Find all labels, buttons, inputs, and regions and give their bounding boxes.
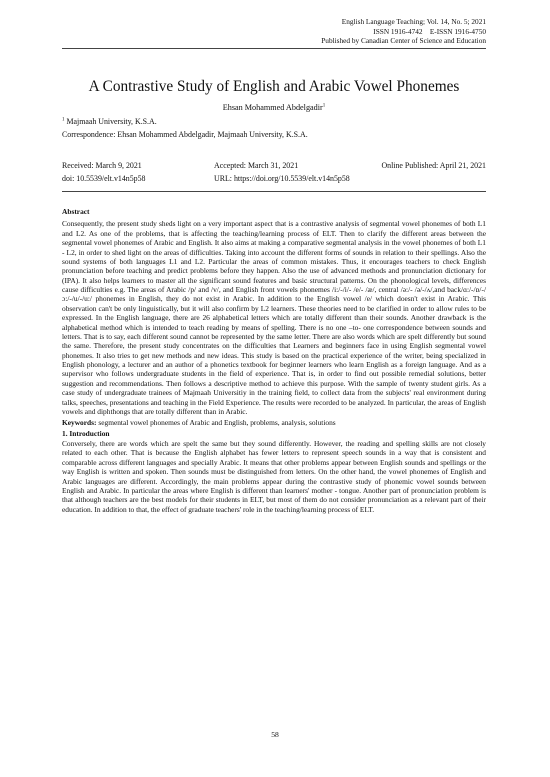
abstract-text: Consequently, the present study sheds light on a very important aspect that is a contrastive analysis of segmental vowel phonemes of both L1 and L2. As one of the problems, that is affecting the teaching/learning process of ELT. Then to clarify the different areas between the segmental vowel phonemes of Arabic and English. It also aims at making a comparative segmental analysis in the vowel phonemes of both L1 - L2, in order to shed light on the areas of difficulties. Taking into account the different forms of sounds in relation to their spellings. Also the sound systems of both languages L1 and L2. Particular the areas of common mistakes. Thus, it encourages teachers to check English pronunciation before teaching and predict problems before they happen. Also the use of advanced methods and pronunciation dictionary for (IPA). It also helps learners to master all the significant sound features and basic structural patterns. On the phonological levels, differences cause difficulties e.g. The areas of Arabic /p/ and /v/, and English front vowels phonemes /i:/-/i/- /e/- /æ/, central /ə:/- /ə/-/ʌ/,and back/ɑ:/-/ɒ/-/ ɔ:/-/u/-/u:/ phonemes in English, they do not exist in Arabic. In addition to the English vowel /e/ which doesn't exist in Arabic. This observation can't be only linguistically, but it will also confirm by L2 learners. These theories need to be clarified in order to allow rules to be expressed. In the English language, there are 26 alphabetical letters which are totally different than their sounds. Another drawback is the alphabetical method which is intended to teach reading by means of spelling. There is no one –to- one correspondence between sounds and letters. That is to say, each different sound cannot be represented by the same letter. There are also words which are spelt differently but sound the same. Therefore, the present study concentrates on the difficulties that Learners and beginners face in using English segmental vowel phonemes. It also tries to get new methods and new ideas. This study is based on the practical experience of the writer, being specialized in English phonology, a lecturer and an author of a phonetics textbook for beginner learners who learn English as a foreign language. And as a supervisor who follows undergraduate students in the field of experience. That is, in order to find out possible remedial solutions, better suggestion and recommendations. Then follows a descriptive method to achieve this purpose. With the sample of twenty student girls. As a case study of undergraduate trainees of Majmaah Universitiy in the training field, to collect data from the subjects' real environment during talks, speeches, presentations and teaching in the Field Experience. The results were recorded to be analyzed. In particular, the areas of English vowels and diphthongs that are totally different than in Arabic. (62, 219, 486, 416)
author-mark: 1 (322, 103, 326, 109)
running-head (321, 17, 486, 46)
published-date: Online Published: April 21, 2021 (381, 161, 486, 170)
introduction-heading: 1. Introduction (62, 428, 110, 438)
journal-issn: ISSN 1916-4742 E-ISSN 1916-4750 (373, 26, 486, 36)
header-divider (62, 48, 486, 49)
doi: doi: 10.5539/elt.v14n5p58 (62, 173, 146, 183)
dates-divider (62, 191, 486, 192)
introduction-text: Conversely, there are words which are spelt the same but they sound differently. However, the reading and spelling skills are not closely related to each other. That is because the English alphabet has fewer letters to represent speech sounds in a way that is consistent and comparable across different languages and specially Arabic. It means that other problems appear between English sounds and spellings or the way English is written and spoken. Then sounds must be distinguished from letters. On the other hand, the vowel phonemes of English and Arabic languages are different. Accordingly, the main problems appear during the contrastive study of phonemic vowel sounds between English and Arabic. In particular the areas where English is different than learners' mother - tongue. Another part of pronunciation problem is that although teachers are the best models for their students in ELT, but most of them do not consider pronunciation as a relevant part of their education. In addition to that, the effect of graduate teachers' role in the teaching/learning process of ELT. (62, 439, 486, 514)
article-body (62, 207, 486, 516)
publication-dates (62, 160, 486, 185)
journal-publisher: Published by Canadian Center of Science and Education (321, 36, 486, 46)
abstract-heading: Abstract (62, 207, 90, 216)
journal-volume: English Language Teaching; Vol. 14, No. 5; 2021 (341, 17, 486, 26)
affiliation-text: Majmaah University, K.S.A. (66, 117, 157, 126)
accepted-date: Accepted: March 31, 2021 (214, 161, 299, 170)
author-line (62, 103, 486, 112)
keywords (62, 418, 486, 427)
affiliation (62, 117, 157, 126)
keywords-label: Keywords: (62, 418, 97, 428)
received-date: Received: March 9, 2021 (62, 161, 142, 170)
affiliation-mark: 1 (62, 117, 65, 123)
page-number: 58 (271, 730, 279, 739)
article-title: A Contrastive Study of English and Arabic Vowel Phonemes (88, 78, 460, 95)
article-url[interactable]: URL: https://doi.org/10.5539/elt.v14n5p58 (214, 173, 350, 183)
correspondence: Correspondence: Ehsan Mohammed Abdelgadir, Majmaah University, K.S.A. (62, 130, 308, 139)
author-name: Ehsan Mohammed Abdelgadir (222, 103, 323, 112)
keywords-text: segmental vowel phonemes of Arabic and English, problems, analysis, solutions (98, 418, 336, 428)
